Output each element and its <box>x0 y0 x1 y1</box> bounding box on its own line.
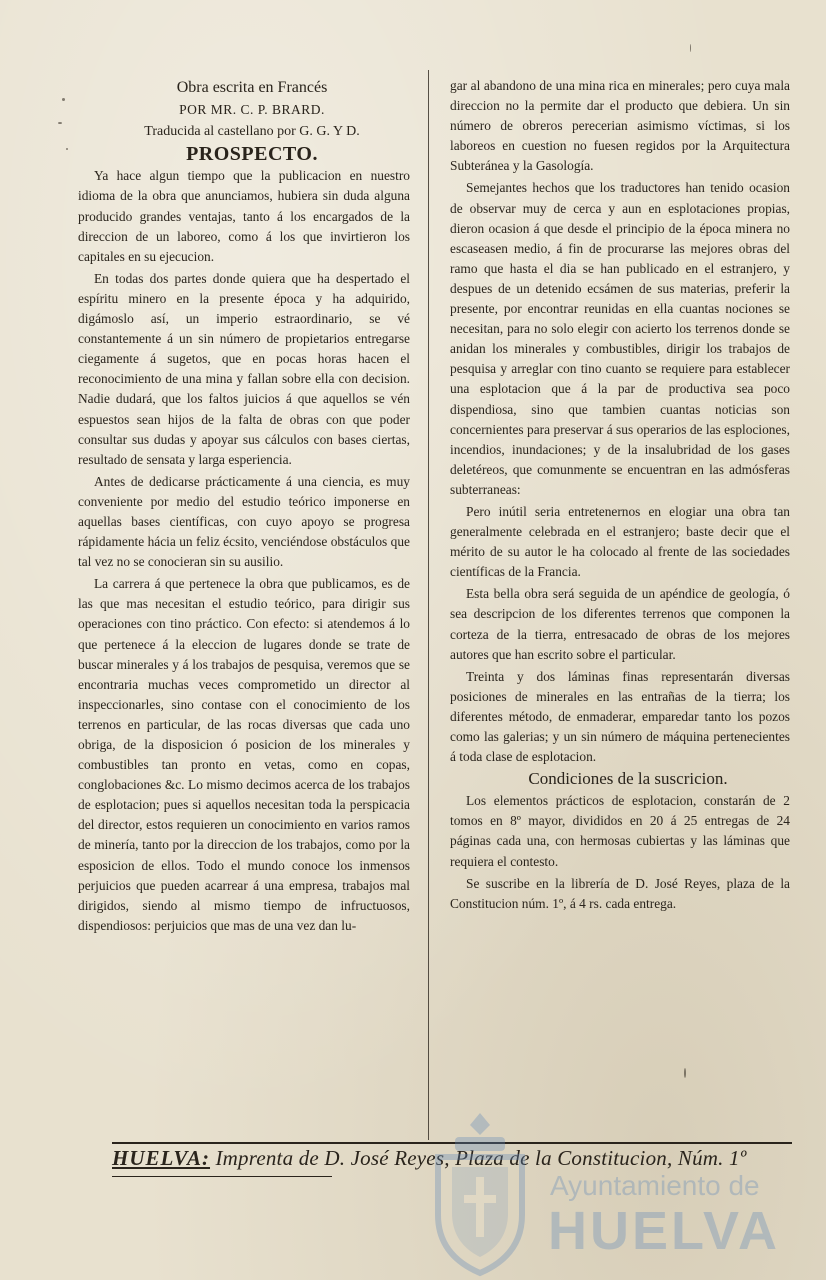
condition-paragraph: Se suscribe en la librería de D. José Reyes, plaza de la Constitucion núm. 1º, á 4 rs. cada entrega. <box>450 875 790 911</box>
conditions-heading: Condiciones de la suscricion. <box>528 769 728 789</box>
paragraph: En todas dos partes donde quiera que ha despertado el espíritu minero en la presente época y ha adquirido, digámoslo así, un imperio estraordinario, se vé constantemente á un sin número de propietarios entregarse ciegamente á sugetos, que en pocas horas hacen el reconocimiento de una mina y fallan sobre ella con decision. Nadie dudará, que los faltos juicios á que aquellos se vén espuestos sean hijos de la falta de obras con que poder consultar sus dudas y apoyar sus cálculos con bases ciertas, resultado de sensata y larga esperiencia. <box>78 270 410 467</box>
author-line: POR MR. C. P. BRARD. <box>179 102 325 118</box>
paragraph: La carrera á que pertenece la obra que publicamos, es de las que mas necesitan el estudio teórico, para dirigir sus operaciones con tino práctico. Con efecto: si atendemos á lo que pertenece á la eleccion de lugares donde se trate de buscar minerales y á los trabajos de pesquisa, veremos que se encontraria muchas veces comprometido un director al inspeccionarles, sino contase con el conocimiento de los terrenos en particular, de las rocas diversas que cada uno obriga, de la disposicion ó posicion de los minerales y combustibles tan pronto en vetas, como en copas, conglobaciones &c. Lo mismo decimos acerca de los trabajos de esplotacion; pues si aquellos necesitan toda la perspicacia del director, estos requieren un conocimiento en varios ramos de minería, tanto por la direccion de los trabajos, como por la esposicion de ellos. Todo el mundo conoce los inmensos perjuicios que pueden acarrear á una empresa, trabajos mal dirigidos, siendo al mismo tiempo de infructuosos, dispendiosos: perjuicios que mas de una vez dan lu- <box>78 576 410 933</box>
right-column <box>450 76 790 916</box>
continued-paragraph: gar al abandono de una mina rica en minerales; pero cuya mala direccion no la permite dar el producto que debiera. Un sin número de obreros perecerian asimismo víctimas, si los laboreos en cuestion no fuesen regidos por la Arquitectura Subteránea y la Gasología. <box>450 78 790 174</box>
paragraph: Pero inútil seria entretenernos en elogiar una obra tan generalmente celebrada en el estranjero; baste decir que el mérito de su autor le ha colocado al frente de las sociedades científicas de la Francia. <box>450 503 790 580</box>
translation-line: Traducida al castellano por G. G. Y D. <box>144 124 360 140</box>
ink-speck <box>690 44 691 52</box>
work-title: Obra escrita en Francés <box>176 79 328 96</box>
ink-speck <box>62 98 65 101</box>
paragraph: Antes de dedicarse prácticamente á una ciencia, es muy conveniente por medio del estudio teórico imponerse en aquellas bases científicas, con cuyo apoyo se progresa rápidamente hácia un feliz écsito, venciéndose obstáculos que tal vez no se conocieran sin su ausilio. <box>78 473 410 570</box>
watermark-line-1: Ayuntamiento de <box>550 1170 760 1201</box>
condition-paragraph: Los elementos prácticos de esplotacion, constarán de 2 tomos en 8º mayor, divididos en 20 á 25 entregas de 24 páginas cada una, con hermosas cubiertas y las láminas que requiera el contesto. <box>450 793 790 869</box>
watermark <box>420 1105 780 1280</box>
paragraph: Ya hace algun tiempo que la publicacion en nuestro idioma de la obra que anunciamos, hubiera sin duda alguna producido grandes ventajas, tanto á los encargados de la direccion de un laboreo, como á los que invirtieron los capitales en su ejecucion. <box>78 168 410 264</box>
ink-speck <box>66 148 68 150</box>
paragraph: Esta bella obra será seguida de un apéndice de geología, ó sea descripcion de los diferentes terrenos que componen la corteza de la tierra, entresacado de obras de los mejores autores que han escrito sobre el particular. <box>450 586 790 662</box>
column-divider <box>428 70 429 1140</box>
imprint-text: Imprenta de D. José Reyes, Plaza de la Constitucion, Núm. 1º <box>215 1146 747 1170</box>
left-column <box>78 78 410 938</box>
imprint-place: HUELVA: <box>112 1146 211 1170</box>
paragraph: Treinta y dos láminas finas representarán diversas posiciones de minerales en las entrañas de la tierra; los diferentes método, de enmaderar, emparedar tanto los pozos como las galerias; y un sin número de máquina pertenecientes á toda clase de esplotacion. <box>450 668 790 765</box>
ink-speck <box>58 122 62 124</box>
paragraph: Semejantes hechos que los traductores han tenido ocasion de observar muy de cerca y aun en esplotaciones propias, dieron ocasion á que desde el principio de la época minera no escaseasen medio, á fin de procurarse las mejores obras del ramo que hasta el dia se han publicado en el estranjero, y despues de un detenido ecsámen de sus materias, preferir la presente, por encontrar reunidas en ella cuantas nociones se necesitan, para no solo elegir con acierto los terrenos donde se anidan los minerales y combustibles, dirigir los trabajos de pesquisa y arreglar con tino cuanto se requiere para establecer una esplotacion que á la par de productiva sea poco dispendiosa, sino que tambien cuantas noticias son concernientes para preservar á sus operarios de las esplociones, incendios, inundaciones; y de la insalubridad de los gases deletéreos, que comunmente se encuentran en las admósferas subterraneas: <box>450 180 790 497</box>
footer-rule-bottom <box>112 1176 332 1177</box>
ink-speck <box>684 1068 686 1078</box>
city-crest-icon <box>420 1105 540 1280</box>
prospectus-heading: PROSPECTO. <box>186 143 318 166</box>
watermark-line-2: HUELVA <box>548 1201 780 1261</box>
